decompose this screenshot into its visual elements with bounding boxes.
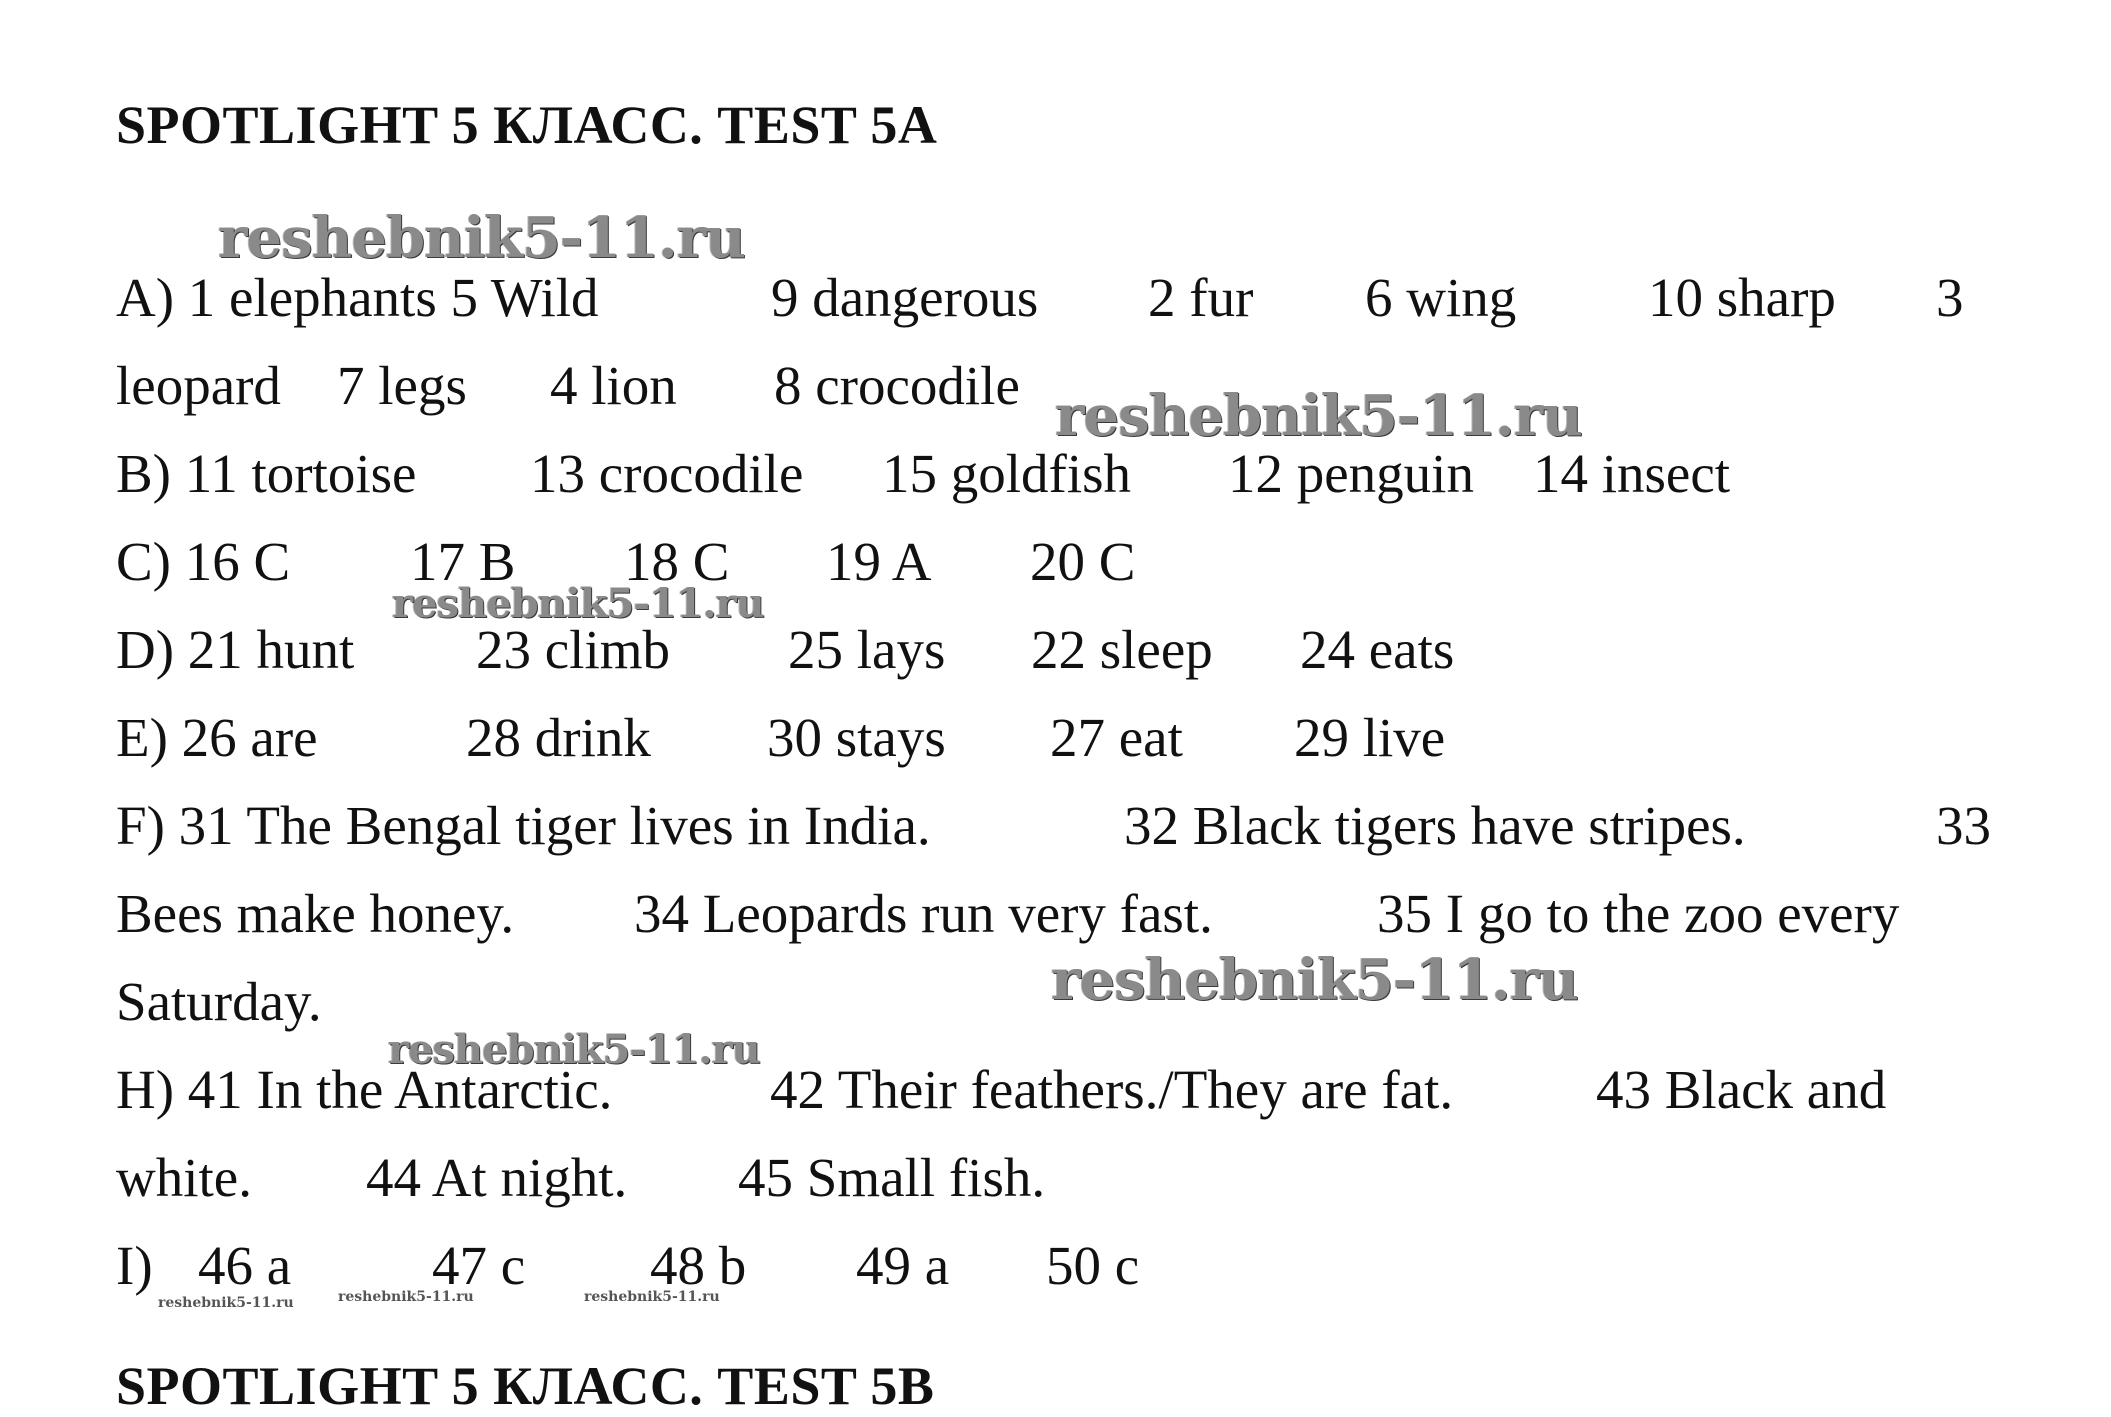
answer-item: 8 crocodile [774, 355, 1020, 416]
answer-item: 49 a [856, 1235, 950, 1296]
answer-item: white. [116, 1147, 252, 1208]
answer-item: I) [116, 1235, 153, 1296]
page-title: SPOTLIGHT 5 КЛАСС. TEST 5A [116, 95, 938, 155]
answer-item: 15 goldfish [882, 443, 1132, 504]
watermark: reshebnik5-11.ru [218, 205, 745, 271]
answer-item: 43 Black and [1596, 1059, 1887, 1120]
answer-item: 17 B [410, 531, 516, 592]
answer-item: 46 a [198, 1235, 292, 1296]
answer-item: leopard [116, 355, 281, 416]
answer-item: 7 legs [337, 355, 467, 416]
watermark: reshebnik5-11.ru [584, 1289, 720, 1305]
answer-item: 25 lays [788, 619, 946, 680]
answer-item: 47 c [432, 1235, 526, 1296]
watermark: reshebnik5-11.ru [388, 1026, 760, 1073]
answer-item: 35 I go to the zoo every [1377, 883, 1900, 944]
answer-item: H) 41 In the Antarctic. [116, 1059, 613, 1120]
answer-item: F) 31 The Bengal tiger lives in India. [116, 795, 931, 856]
answer-item: 4 lion [550, 355, 677, 416]
watermark: reshebnik5-11.ru [1055, 383, 1582, 449]
answer-item: 30 stays [767, 707, 946, 768]
answer-item: Saturday. [116, 971, 322, 1032]
answer-item: D) 21 hunt [116, 619, 355, 680]
answer-item: 50 c [1046, 1235, 1140, 1296]
answer-item: 6 wing [1365, 267, 1517, 328]
answer-item: 9 dangerous [771, 267, 1039, 328]
answer-item: 32 Black tigers have stripes. [1124, 795, 1746, 856]
answer-item: 24 eats [1300, 619, 1455, 680]
answer-item: 20 C [1030, 531, 1136, 592]
answer-item: 33 [1936, 795, 1991, 856]
answer-item: 3 [1936, 267, 1964, 328]
watermark: reshebnik5-11.ru [392, 580, 764, 627]
answer-item: 14 insect [1533, 443, 1731, 504]
answer-item: C) 16 C [116, 531, 291, 592]
watermark: reshebnik5-11.ru [1051, 947, 1578, 1013]
answer-item: 45 Small fish. [738, 1147, 1046, 1208]
answer-item: 13 crocodile [530, 443, 804, 504]
answer-item: 23 climb [476, 619, 671, 680]
answer-item: A) 1 elephants 5 Wild [116, 267, 599, 328]
answer-item: 28 drink [466, 707, 651, 768]
watermark: reshebnik5-11.ru [158, 1295, 294, 1311]
answer-item: 48 b [650, 1235, 747, 1296]
answer-item: B) 11 tortoise [116, 443, 417, 504]
answer-item: E) 26 are [116, 707, 318, 768]
answer-item: 34 Leopards run very fast. [634, 883, 1213, 944]
watermark: reshebnik5-11.ru [338, 1289, 474, 1305]
answer-item: 18 C [624, 531, 730, 592]
answer-item: 19 A [826, 531, 932, 592]
answer-item: 42 Their feathers./They are fat. [770, 1059, 1454, 1120]
answer-item: 44 At night. [366, 1147, 628, 1208]
answer-item: 22 sleep [1031, 619, 1213, 680]
answer-item: 10 sharp [1648, 267, 1836, 328]
answer-item: 2 fur [1148, 267, 1254, 328]
answer-item: 12 penguin [1228, 443, 1474, 504]
answer-item: 29 live [1294, 707, 1446, 768]
answer-item: 27 eat [1050, 707, 1183, 768]
answer-item: Bees make honey. [116, 883, 515, 944]
next-section-title: SPOTLIGHT 5 КЛАСС. TEST 5B [116, 1356, 935, 1416]
